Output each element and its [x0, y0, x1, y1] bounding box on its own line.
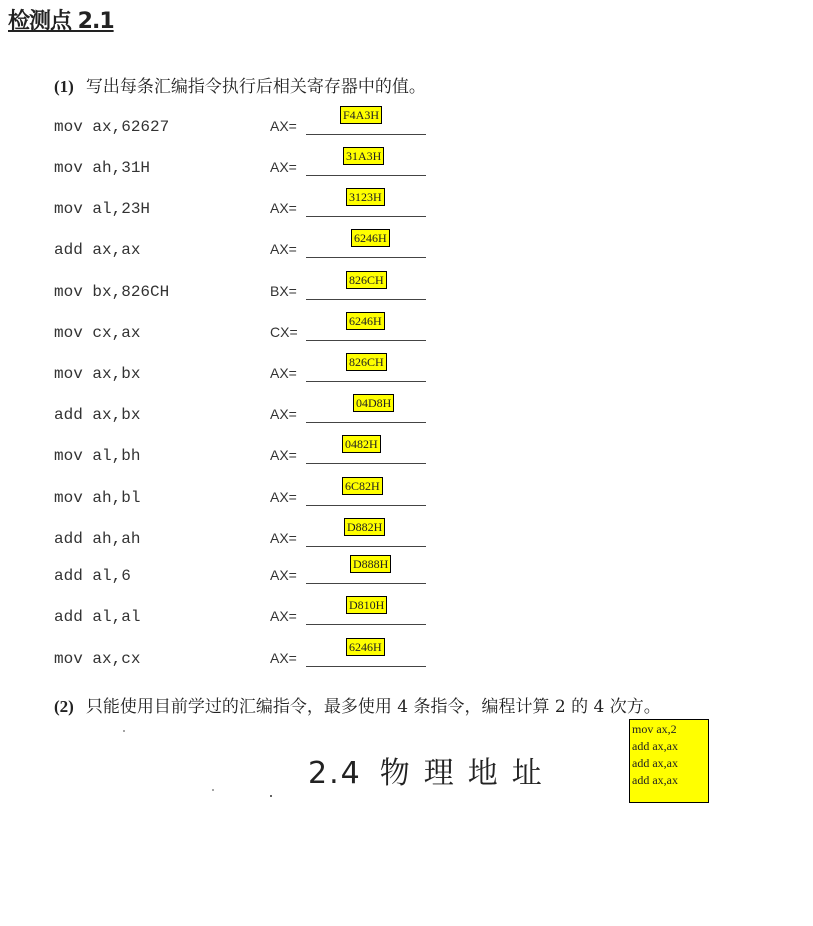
instruction-text: mov al,23H: [54, 200, 151, 218]
register-label: CX=: [270, 324, 298, 340]
instruction-row: [0, 149, 813, 189]
note-line: add ax,ax: [632, 756, 678, 770]
answer-box: 0482H: [342, 435, 381, 453]
register-label: AX=: [270, 118, 297, 134]
answer-blank-line: [306, 463, 426, 464]
instruction-text: mov bx,826CH: [54, 283, 170, 301]
answer-box: 826CH: [346, 271, 387, 289]
question-2-text: 只能使用目前学过的汇编指令，最多使用 4 条指令，编程计算 2 的 4 次方。: [85, 697, 661, 717]
answer-box: F4A3H: [340, 106, 382, 124]
answer-box: 6C82H: [342, 477, 383, 495]
instruction-text: add ax,ax: [54, 241, 141, 259]
answer-blank-line: [306, 505, 426, 506]
question-1-number: (1): [54, 77, 74, 96]
instruction-row: [0, 190, 813, 230]
instruction-text: mov ax,bx: [54, 365, 141, 383]
answer-blank-line: [306, 257, 426, 258]
instruction-row: [0, 108, 813, 148]
instruction-row: [0, 437, 813, 477]
section-number: 2.4: [308, 756, 362, 791]
answer-note: [629, 719, 709, 803]
register-label: AX=: [270, 365, 297, 381]
note-line: add ax,ax: [632, 773, 678, 787]
instruction-row: [0, 520, 813, 560]
instruction-text: add ax,bx: [54, 406, 141, 424]
instruction-text: mov al,bh: [54, 447, 141, 465]
instruction-row: [0, 314, 813, 354]
register-label: BX=: [270, 283, 297, 299]
instruction-row: [0, 355, 813, 395]
answer-box: 6246H: [351, 229, 390, 247]
register-label: AX=: [270, 650, 297, 666]
instruction-row: [0, 396, 813, 436]
question-2-number: (2): [54, 697, 74, 716]
instruction-text: mov ax,62627: [54, 118, 170, 136]
register-label: AX=: [270, 447, 297, 463]
register-label: AX=: [270, 159, 297, 175]
answer-box: 6246H: [346, 312, 385, 330]
answer-box: 04D8H: [353, 394, 394, 412]
register-label: AX=: [270, 489, 297, 505]
note-line: mov ax,2: [632, 722, 677, 736]
scan-speck: [123, 730, 125, 732]
page-title: 检测点 2.1: [8, 9, 114, 34]
answer-blank-line: [306, 216, 426, 217]
register-label: AX=: [270, 567, 297, 583]
instruction-row: [0, 479, 813, 519]
answer-blank-line: [306, 340, 426, 341]
register-label: AX=: [270, 200, 297, 216]
instruction-text: add al,al: [54, 608, 141, 626]
answer-box: 3123H: [346, 188, 385, 206]
answer-blank-line: [306, 624, 426, 625]
section-title: 物理地址: [379, 756, 556, 791]
question-1-text: 写出每条汇编指令执行后相关寄存器中的值。: [85, 77, 426, 97]
answer-box: D888H: [350, 555, 391, 573]
answer-box: D810H: [346, 596, 387, 614]
answer-box: 6246H: [346, 638, 385, 656]
answer-box: 31A3H: [343, 147, 384, 165]
section-heading: [308, 748, 556, 792]
scan-speck: [212, 789, 214, 791]
instruction-row: [0, 231, 813, 271]
answer-blank-line: [306, 175, 426, 176]
question-2: [54, 692, 661, 717]
instruction-row: [0, 598, 813, 638]
instruction-row: [0, 557, 813, 597]
answer-box: 826CH: [346, 353, 387, 371]
instruction-row: [0, 273, 813, 313]
instruction-text: add ah,ah: [54, 530, 141, 548]
instruction-text: mov cx,ax: [54, 324, 141, 342]
instruction-text: mov ah,31H: [54, 159, 151, 177]
register-label: AX=: [270, 530, 297, 546]
note-line: add ax,ax: [632, 739, 678, 753]
instruction-row: [0, 640, 813, 680]
register-label: AX=: [270, 406, 297, 422]
register-label: AX=: [270, 608, 297, 624]
instruction-text: mov ax,cx: [54, 650, 141, 668]
scan-speck: [270, 795, 272, 797]
instruction-text: add al,6: [54, 567, 131, 585]
answer-blank-line: [306, 546, 426, 547]
register-label: AX=: [270, 241, 297, 257]
answer-blank-line: [306, 666, 426, 667]
answer-blank-line: [306, 583, 426, 584]
answer-box: D882H: [344, 518, 385, 536]
answer-blank-line: [306, 381, 426, 382]
answer-blank-line: [306, 299, 426, 300]
answer-blank-line: [306, 134, 426, 135]
answer-blank-line: [306, 422, 426, 423]
instruction-text: mov ah,bl: [54, 489, 141, 507]
question-1: [54, 72, 426, 97]
